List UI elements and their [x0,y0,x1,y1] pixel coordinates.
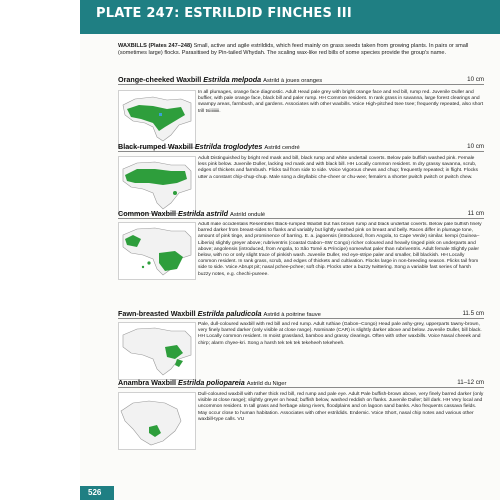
species-size: 11–12 cm [457,379,484,386]
species-description: Dull-coloured waxbill with rather thick red bill, red rump and pale eye. Adult Pale buffish-brown above, very finely barred darker (only visible at close range); slightly greyer on head; buffish below, washed reddish on flanks. Juvenile Duller; bill dark. HH Very local and uncommon resident. In tall grass and herbage along rivers, floodplains and on lagoon sand banks. Also frequents cassava fields. May occur close to human habitation. Associates with other estrildids. Endemic. Voice Short, nasal chip notes and various other waxbill-type calls. VU [198,392,484,422]
species-common-name: Common Waxbill [118,209,177,218]
intro-lead: WAXBILLS (Plates 247–248) [118,43,192,49]
species-scientific-name: Estrilda astrild [178,209,228,218]
range-map [118,222,196,280]
species-french-name: Astrild à joues oranges [263,78,323,84]
species-common-name: Fawn-breasted Waxbill [118,309,196,318]
species-scientific-name: Estrilda melpoda [203,75,262,84]
species-description: Adult male occidentalis Resembles Black-rumped Waxbill but has brown rump and black undertail coverts. Below pale buffish finely barred darker from breast-sides to flanks and variably but lightly washed pink on breast and belly. Races differ in plumage tone, amount of pink tinge, and prominence of barring. E. a. jagoensis (introduced, from Angola, to Cape Verde) similar. kempi (Guinea–Liberia) slightly greyer above; rubriventris (coastal Gabon–SW Congo) richer coloured and heavily tinged pink on underparts and above; angolensis (introduced, from Angola, to São Tomé & Príncipe) somewhat paler than rubriventris. Adult female Slightly paler below, with no or only slight trace of pinkish wash. Juvenile Duller, red eye-stripe paler and smaller, bill blackish. HH Locally common resident. In rank grass, scrub, and edges of thickets and cultivation. Flocks large in non-breeding season. Flicks tail from side to side. Voice Abrupt pit; nasal pchee-pchee; soft chip. Flocks utter a buzzy twittering. Song a variable fast series of harsh buzzy notes, e.g. chechi-pureee. [198,222,482,277]
intro-paragraph [118,43,486,57]
species-size: 10 cm [467,143,484,150]
range-map [118,392,196,450]
range-map [118,156,196,214]
species-common-name: Black-rumped Waxbill [118,142,193,151]
species-title [118,309,321,318]
species-title [118,142,300,151]
species-french-name: Astrild à poitrine fauve [263,312,321,318]
range-map [118,90,196,148]
species-french-name: Astrild cendré [264,145,300,151]
divider [118,218,484,219]
species-common-name: Anambra Waxbill [118,378,177,387]
species-title [118,75,322,84]
species-title [118,209,265,218]
divider [118,387,484,388]
divider [118,151,484,152]
species-size: 11.5 cm [462,310,484,317]
species-size: 10 cm [467,76,484,83]
plate-title: PLATE 247: ESTRILDID FINCHES III [96,6,352,21]
species-description: In all plumages, orange face diagnostic. Adult Head pale grey with bright orange face and red bill, rump red. Juvenile Duller and buffier, with pale orange face, black bill and paler rump. HH Common resident. In rank grass in savanna, large forest clearings and swampy areas, farmbush, and gardens. Associates with other waxbills. Voice High-pitched tsee tsee; frequently repeated, also short trill tsiiiiiiiii. [198,90,484,114]
species-common-name: Orange-cheeked Waxbill [118,75,202,84]
intro-text: Small, active and agile estrildids, which feed mainly on grass seeds taken from growing plants. In pairs or small (sometimes large) flocks. Parasitised by Pin-tailed Whydah. The scaling wax-like red bills of some species provide the group's name. [118,43,469,56]
page-number: 526 [88,488,102,497]
species-scientific-name: Estrilda poliopareia [178,378,245,387]
species-scientific-name: Estrilda troglodytes [194,142,263,151]
divider [118,318,484,319]
species-french-name: Astrild du Niger [246,381,287,387]
species-title [118,378,286,387]
species-size: 11 cm [467,210,484,217]
divider [118,84,484,85]
species-scientific-name: Estrilda paludicola [197,309,262,318]
range-map [118,322,196,380]
species-french-name: Astrild ondulé [229,212,266,218]
species-description: Adult Distinguished by bright red mask and bill, black rump and white undertail coverts. Below pale buffish washed pink. Female less pink below. Juvenile Duller, lacking red mask and with black bill. HH Locally common resident. In dry grassy savanna, scrub, edges of thickets and farmbush. Flicks tail from side to side. Voice Vigorous chews and chup; frequently repeated; in flight. Flocks utter a constant chip-chup-chup. Male song a disyllabic che-cheer or chu-wee; female's a shorter pwitch pwitch or pwitch chew. [198,156,478,180]
species-description: Pale, dull-coloured waxbill with red bill and red rump. Adult ruthiae (Gabon–Congo) Head pale ashy-grey, upperparts tawny-brown, very finely barred darker (only visible at close range). Nominate (CAR) is slightly darker above and below. Juvenile Duller, bill black. HH Locally common resident. In moist grassland, bamboo and grassy clearings. Often with other waxbills. Voice Nasal cheeek and chirp; alarm chyee-kri. Song a harsh tek tek tek tekeheeh tekeheeh. [198,322,482,346]
